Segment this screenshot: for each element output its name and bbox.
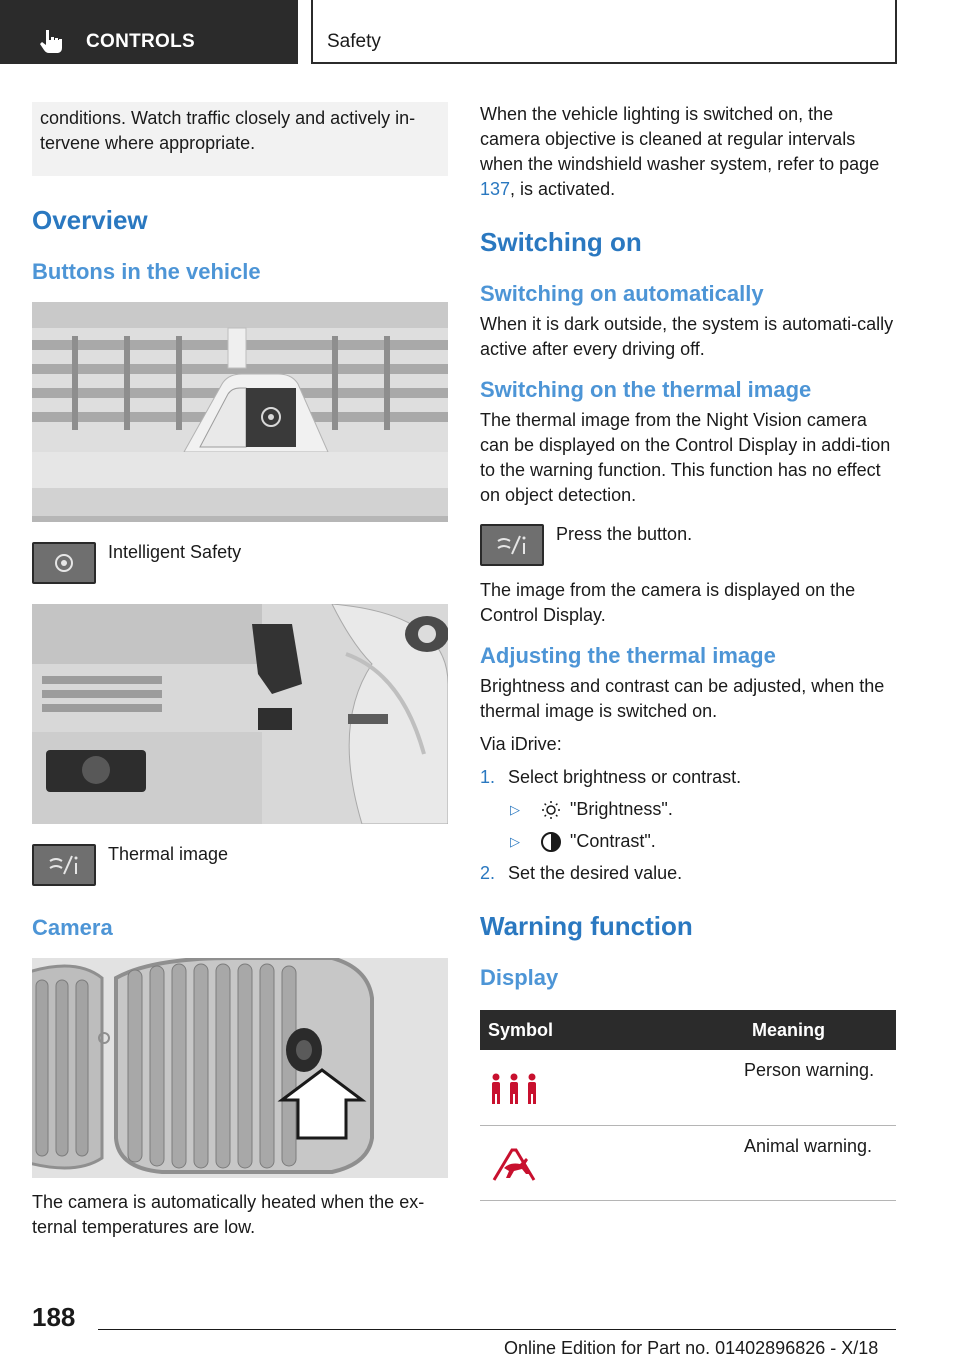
sub-list-text: "Brightness". [570, 799, 673, 819]
intelligent-safety-button-icon [32, 542, 96, 584]
section-label: CONTROLS [86, 31, 196, 52]
bullet-triangle-icon: ▷ [510, 802, 520, 817]
note-text: conditions. Watch traffic closely and actively in-tervene where appropriate. [40, 108, 416, 153]
legend-intelligent-safety-label: Intelligent Safety [108, 542, 242, 562]
sub-list-item-brightness [510, 797, 896, 822]
display-heading: Display [480, 965, 559, 990]
warning-function-heading: Warning function [480, 911, 693, 941]
chapter-label: Safety [327, 31, 381, 52]
legend-intelligent-safety [32, 542, 448, 584]
camera-heading: Camera [32, 915, 113, 940]
table-row [480, 1050, 896, 1125]
header-section-tab [0, 0, 298, 64]
list-item [480, 861, 896, 886]
animal-warning-icon [490, 1144, 540, 1184]
legend-thermal-image [32, 844, 448, 886]
washer-intro-text [480, 102, 896, 202]
brightness-icon [532, 800, 570, 820]
adjusting-text: Brightness and contrast can be adjusted, when the thermal image is switched on. [480, 676, 885, 721]
press-button-row [480, 524, 896, 566]
thermal-image-heading: Switching on the thermal image [480, 377, 812, 402]
overview-heading: Overview [32, 205, 148, 235]
camera-illustration [32, 958, 448, 1178]
list-text: Set the desired value. [508, 863, 683, 883]
thermal-image-button-icon [32, 844, 96, 886]
page-link[interactable]: 137 [480, 179, 511, 199]
buttons-illustration [32, 302, 448, 522]
column-header-symbol: Symbol [480, 1010, 744, 1050]
contrast-icon [532, 831, 570, 853]
display-table [480, 1010, 896, 1201]
table-header-row [480, 1010, 896, 1050]
adjusting-heading: Adjusting the thermal image [480, 643, 776, 668]
via-idrive-text: Via iDrive: [480, 734, 562, 754]
page-number: 188 [32, 1302, 76, 1332]
footer-edition-text: Online Edition for Part no. 01402896826 - X/18 [504, 1338, 879, 1358]
meaning-cell: Person warning. [744, 1050, 896, 1125]
header-chapter-tab [311, 0, 897, 64]
list-text: Select brightness or contrast. [508, 767, 742, 787]
right-column [480, 102, 896, 1201]
thermal-image-button-icon [480, 524, 544, 566]
symbol-cell [480, 1050, 744, 1125]
switching-on-heading: Switching on [480, 227, 642, 257]
legend-thermal-image-label: Thermal image [108, 844, 229, 864]
bullet-triangle-icon: ▷ [510, 834, 520, 849]
thermal-image-text: The thermal image from the Night Vision camera can be displayed on the Control Display in addi-tion to the warning function. This function has no effect on object detection. [480, 410, 891, 505]
list-number: 2. [480, 863, 496, 883]
image-displayed-text: The image from the camera is displayed on the Control Display. [480, 580, 856, 625]
hand-pointer-icon [38, 28, 64, 54]
buttons-heading: Buttons in the vehicle [32, 259, 261, 284]
left-column [32, 102, 448, 1240]
switching-on-auto-heading: Switching on automatically [480, 281, 764, 306]
buttons-photo [32, 302, 448, 522]
press-button-label: Press the button. [556, 524, 693, 544]
footer-divider [98, 1329, 896, 1330]
meaning-cell: Animal warning. [744, 1125, 896, 1200]
symbol-cell [480, 1125, 744, 1200]
switching-on-auto-text: When it is dark outside, the system is automati-cally active after every driving off. [480, 314, 894, 359]
sub-list-item-contrast [510, 829, 896, 854]
column-header-meaning: Meaning [744, 1010, 896, 1050]
thermal-button-illustration [32, 604, 448, 824]
person-warning-icon [488, 1072, 540, 1106]
table-row [480, 1125, 896, 1200]
note-box [32, 102, 448, 176]
list-number: 1. [480, 767, 496, 787]
list-item [480, 765, 896, 790]
washer-intro-pre: When the vehicle lighting is switched on, the camera objective is cleaned at regular intervals when the windshield washer system, refer to page [480, 104, 880, 174]
camera-photo [32, 958, 448, 1178]
sub-list-text: "Contrast". [570, 831, 656, 851]
thermal-button-photo [32, 604, 448, 824]
camera-text: The camera is automatically heated when the ex-ternal temperatures are low. [32, 1192, 425, 1237]
washer-intro-post: , is activated. [510, 179, 616, 199]
